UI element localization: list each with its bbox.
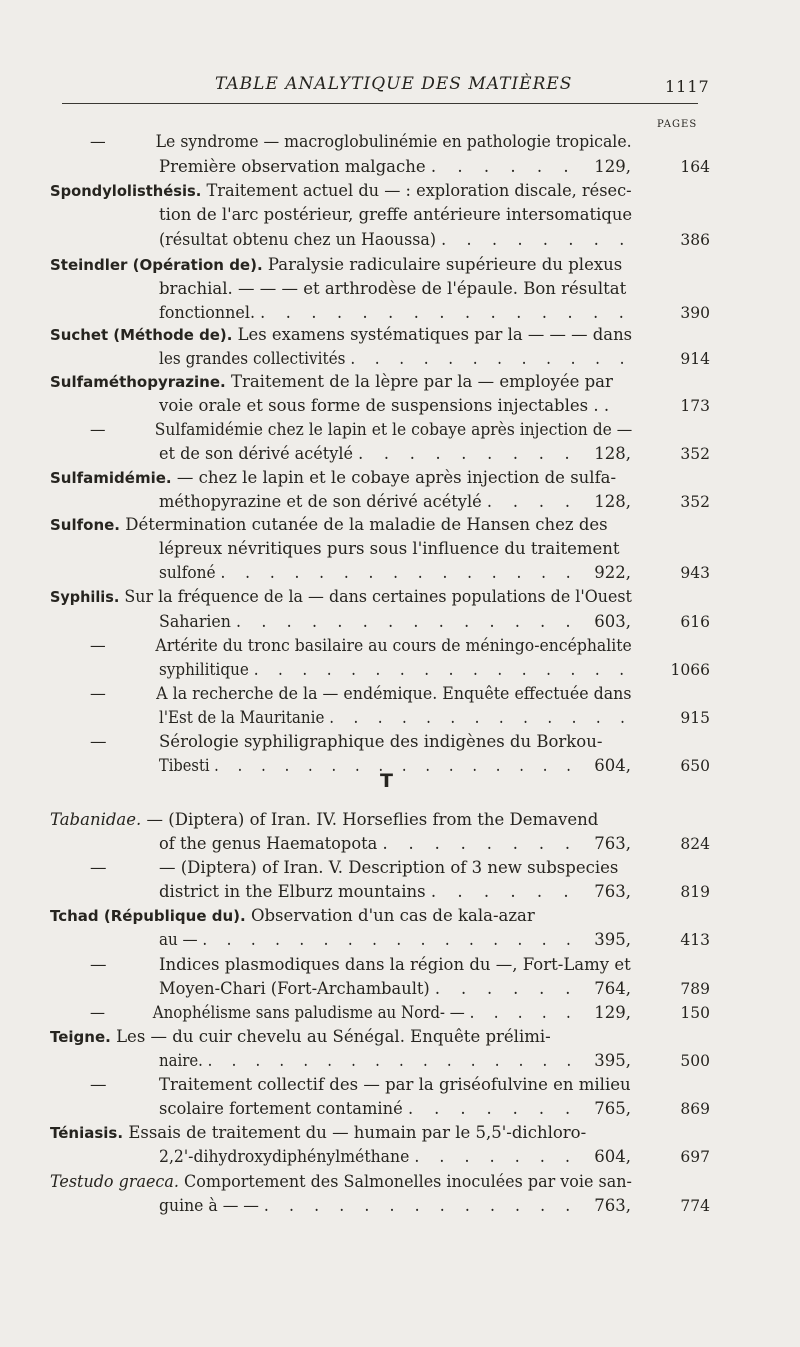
entry-heading: Sulfaméthopyrazine. [50, 373, 226, 391]
entry-text: brachial. — — — et arthrodèse de l'épaule. Bon résultat [159, 279, 627, 298]
index-line [0, 1121, 800, 1145]
entry-text: 2,2'-dihydroxydiphénylméthane [159, 1147, 410, 1166]
index-line [0, 1025, 800, 1049]
second-page-ref: 943 [680, 564, 710, 582]
index-line [0, 832, 800, 856]
entry-heading: Tchad (République du). [50, 907, 246, 925]
index-line [0, 155, 800, 179]
entry-text: Moyen-Chari (Fort-Archambault) [159, 979, 430, 998]
index-line [0, 418, 800, 442]
dot-leader: . . . . . . . . . . . . . . [235, 612, 579, 631]
index-line [0, 277, 800, 301]
page-ref: 395, [594, 1051, 631, 1070]
index-line [0, 610, 800, 634]
index-line [0, 179, 800, 203]
index-line [0, 1145, 800, 1169]
page-ref: 604, [594, 756, 631, 775]
entry-text: Traitement actuel du — : exploration discale, résec- [206, 181, 632, 200]
second-page-ref: 650 [680, 757, 710, 775]
index-line [0, 228, 800, 252]
second-page-ref: 386 [680, 231, 710, 249]
section-letter: T [380, 770, 393, 792]
repeat-dash: — [90, 858, 107, 877]
page-ref: 128, [594, 444, 631, 463]
entry-text: Comportement des Salmonelles inoculées par voie san- [184, 1172, 632, 1191]
second-page-ref: 869 [680, 1100, 710, 1118]
second-page-ref: 500 [680, 1052, 710, 1070]
index-line [0, 347, 800, 371]
entry-text: Paralysie radiculaire supérieure du plexus [267, 255, 623, 274]
entry-heading: Sulfamidémie. [50, 469, 172, 487]
dot-leader: . . . . . . . [414, 1147, 578, 1166]
index-line [0, 490, 800, 514]
running-header-title: TABLE ANALYTIQUE DES MATIÈRES [215, 74, 573, 94]
second-page-ref: 1066 [670, 661, 710, 679]
index-line [0, 1170, 800, 1194]
repeat-dash: — [90, 420, 106, 439]
index-line [0, 203, 800, 227]
entry-text: — (Diptera) of Iran. V. Description of 3 new subspecies [159, 858, 619, 877]
second-page-ref: 819 [680, 883, 710, 901]
entry-text: Traitement de la lèpre par la — employée par [230, 372, 613, 391]
entry-heading: Suchet (Méthode de). [50, 326, 233, 344]
entry-text: méthopyrazine et de son dérivé acétylé [159, 492, 482, 511]
entry-text: syphilitique [159, 660, 249, 679]
entry-text: Artérite du tronc basilaire au cours de méningo-encéphalite [155, 636, 632, 655]
index-line [0, 808, 800, 832]
entry-text: naire. [159, 1051, 203, 1070]
dot-leader: . . . . . . [434, 979, 579, 998]
index-line [0, 1194, 800, 1218]
index-line [0, 585, 800, 609]
page-ref: 129, [594, 1003, 631, 1022]
dot-leader: . . . . . . . . . . . . . . . . [207, 1051, 579, 1070]
entry-heading: Spondylolisthésis. [50, 182, 202, 200]
entry-text: les grandes collectivités [159, 349, 346, 368]
entry-text: Observation d'un cas de kala-azar [250, 906, 535, 925]
repeat-dash: — [90, 955, 107, 974]
second-page-ref: 915 [680, 709, 710, 727]
index-line [0, 977, 800, 1001]
index-line [0, 634, 800, 658]
entry-text: et de son dérivé acétylé [159, 444, 353, 463]
index-line [0, 370, 800, 394]
entry-heading: Sulfone. [50, 516, 121, 534]
entry-text: Le syndrome — macroglobulinémie en pathologie tropicale. [155, 132, 632, 151]
index-line [0, 730, 800, 754]
page-ref: 763, [594, 882, 631, 901]
index-line [0, 1097, 800, 1121]
entry-text: Anophélisme sans paludisme au Nord- — [152, 1003, 465, 1022]
index-line [0, 537, 800, 561]
dot-leader: . . . . . . . . . . . . . . . . [202, 930, 579, 949]
index-line [0, 682, 800, 706]
entry-text: sulfoné [159, 563, 216, 582]
entry-text: Première observation malgache [159, 157, 426, 176]
entry-text: Les examens systématiques par la — — — dans [237, 325, 633, 344]
second-page-ref: 390 [680, 304, 710, 322]
entry-text: Indices plasmodiques dans la région du —, Fort-Lamy et [159, 955, 631, 974]
entry-heading: Testudo graeca. [50, 1172, 179, 1191]
dot-leader: . . . . . . . . . [358, 444, 578, 463]
dot-leader: . . . . . . . . . . . . . . . . [214, 756, 578, 775]
entry-text: l'Est de la Mauritanie [159, 708, 325, 727]
pages-column-label: PAGES [657, 119, 698, 130]
second-page-ref: 352 [680, 445, 710, 463]
index-line [0, 513, 800, 537]
entry-text: Essais de traitement du — humain par le 5,5'-dichloro- [128, 1123, 587, 1142]
index-line [0, 466, 800, 490]
dot-leader: . . . . . . . . . . . . . . . [260, 303, 632, 322]
entry-text: Sérologie syphiligraphique des indigènes du Borkou- [159, 732, 603, 751]
index-line [0, 953, 800, 977]
index-line [0, 394, 800, 418]
page-ref: 763, [594, 1196, 631, 1215]
second-page-ref: 774 [680, 1197, 710, 1215]
dot-leader: . . . . . . [430, 157, 577, 176]
entry-heading: Steindler (Opération de). [50, 256, 263, 274]
index-line [0, 880, 800, 904]
dot-leader: . . . . . . . . . . . . [350, 349, 632, 368]
page-ref: 764, [594, 979, 631, 998]
index-line [0, 301, 800, 325]
page-ref: 128, [594, 492, 631, 511]
page-ref: 603, [594, 612, 631, 631]
entry-text: Tibesti [159, 756, 210, 775]
index-line [0, 928, 800, 952]
entry-text: Sur la fréquence de la — dans certaines populations de l'Ouest [124, 587, 632, 606]
dot-leader: . . . . . . . . . . . . . [263, 1196, 578, 1215]
header-rule [62, 103, 698, 104]
index-line [0, 706, 800, 730]
dot-leader: . . . . . . . . . . . . . . . . [253, 660, 632, 679]
entry-text: district in the Elburz mountains [159, 882, 426, 901]
second-page-ref: 789 [680, 980, 710, 998]
page-number: 1117 [665, 77, 710, 96]
entry-text: Détermination cutanée de la maladie de Hansen chez des [125, 515, 608, 534]
page-ref: 763, [594, 834, 631, 853]
second-page-ref: 616 [680, 613, 710, 631]
entry-text: Sulfamidémie chez le lapin et le cobaye après injection de — [154, 420, 633, 439]
index-line [0, 253, 800, 277]
index-line [0, 1073, 800, 1097]
second-page-ref: 150 [680, 1004, 710, 1022]
repeat-dash: — [90, 132, 106, 151]
page-ref: 129, [594, 157, 631, 176]
entry-text: Saharien [159, 612, 231, 631]
index-line [0, 442, 800, 466]
second-page-ref: 352 [680, 493, 710, 511]
entry-text: au — [159, 930, 198, 949]
index-line [0, 1049, 800, 1073]
entry-heading: Tabanidae. [50, 810, 142, 829]
entry-text: of the genus Haematopota [159, 834, 378, 853]
entry-text: tion de l'arc postérieur, greffe antérieure intersomatique [159, 205, 633, 224]
dot-leader: . [603, 396, 618, 415]
repeat-dash: — [90, 1075, 107, 1094]
entry-heading: Syphilis. [50, 588, 120, 606]
repeat-dash: — [90, 636, 106, 655]
second-page-ref: 697 [680, 1148, 710, 1166]
index-line [0, 323, 800, 347]
index-line [0, 754, 800, 778]
index-line [0, 1001, 800, 1025]
second-page-ref: 413 [680, 931, 710, 949]
page-ref: 922, [594, 563, 631, 582]
second-page-ref: 824 [680, 835, 710, 853]
entry-text: A la recherche de la — endémique. Enquête effectuée dans [156, 684, 632, 703]
dot-leader: . . . . . . . [407, 1099, 579, 1118]
entry-text: guine à — — [159, 1196, 259, 1215]
entry-text: (résultat obtenu chez un Haoussa) [159, 230, 437, 249]
index-line [0, 904, 800, 928]
dot-leader: . . . . [486, 492, 578, 511]
second-page-ref: 914 [680, 350, 710, 368]
dot-leader: . . . . . . . . . . . . . [329, 708, 633, 727]
entry-text: fonctionnel. [159, 303, 256, 322]
entry-text: Traitement collectif des — par la griséofulvine en milieu [159, 1075, 631, 1094]
entry-text: — (Diptera) of Iran. IV. Horseflies from the Demavend [146, 810, 599, 829]
index-line [0, 561, 800, 585]
entry-heading: Teigne. [50, 1028, 111, 1046]
dot-leader: . . . . . [469, 1003, 579, 1022]
entry-text: Les — du cuir chevelu au Sénégal. Enquête prélimi- [116, 1027, 551, 1046]
index-line [0, 130, 800, 154]
entry-text: — chez le lapin et le cobaye après injection de sulfa- [176, 468, 617, 487]
repeat-dash: — [90, 1003, 106, 1022]
page-ref: 604, [594, 1147, 631, 1166]
dot-leader: . . . . . . . . [441, 230, 633, 249]
page-ref: 395, [594, 930, 631, 949]
entry-text: lépreux névritiques purs sous l'influence du traitement [159, 539, 620, 558]
index-line [0, 856, 800, 880]
entry-text: voie orale et sous forme de suspensions injectables . [159, 396, 599, 415]
second-page-ref: 173 [680, 397, 710, 415]
repeat-dash: — [90, 684, 106, 703]
repeat-dash: — [90, 732, 107, 751]
page-ref: 765, [594, 1099, 631, 1118]
second-page-ref: 164 [680, 158, 710, 176]
entry-heading: Téniasis. [50, 1124, 124, 1142]
index-line [0, 658, 800, 682]
dot-leader: . . . . . . . . [382, 834, 578, 853]
dot-leader: . . . . . . . . . . . . . . . [220, 563, 579, 582]
dot-leader: . . . . . . [430, 882, 577, 901]
entry-text: scolaire fortement contaminé [159, 1099, 403, 1118]
